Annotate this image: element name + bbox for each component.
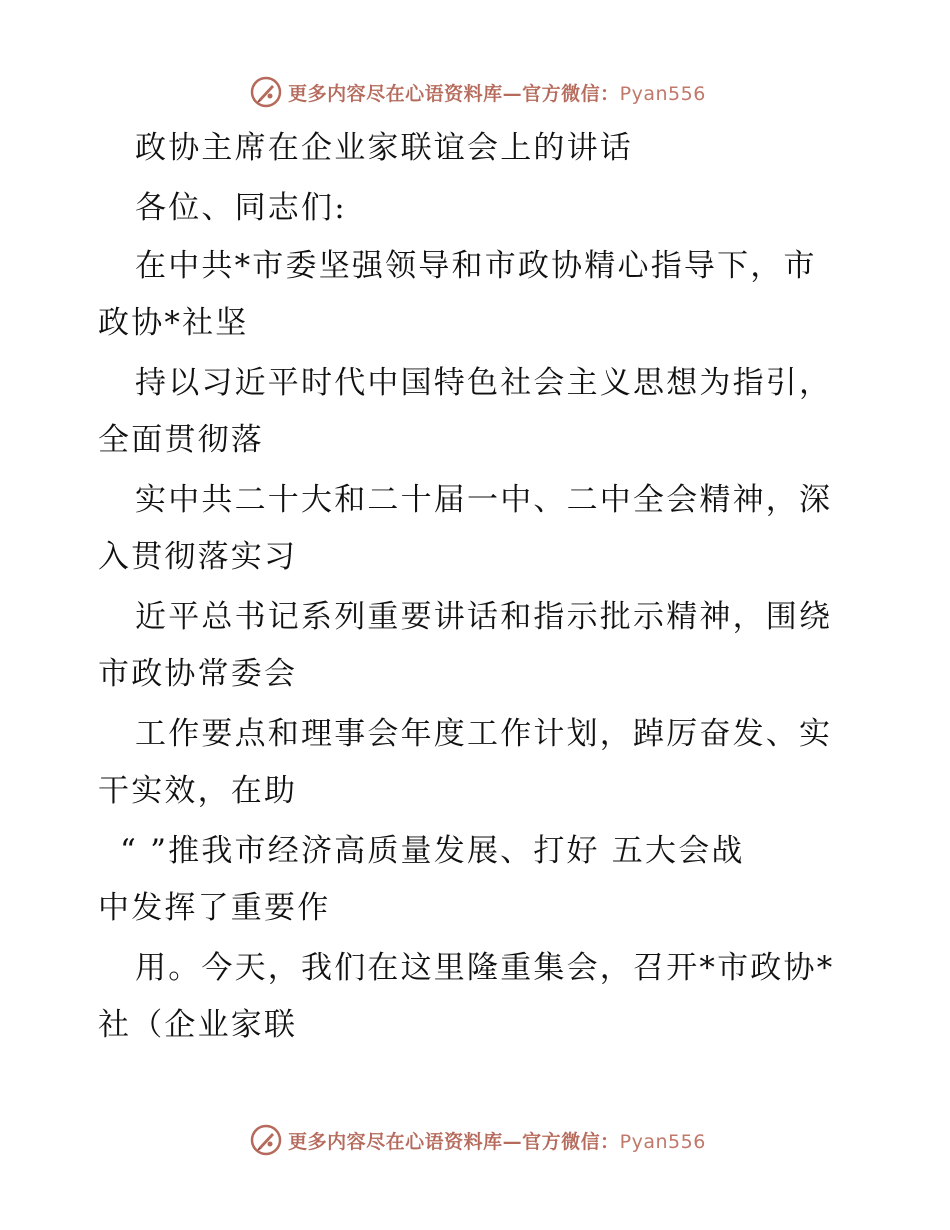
body-line: 市政协常委会 [98,656,298,692]
banner-promo-text: 更多内容尽在心语资料库—官方微信：Pyan556 [288,82,706,105]
wechat-id: Pyan556 [619,82,706,105]
body-line: 在中共*市委坚强领导和市政协精心指导下，市 [135,248,817,284]
body-line: 中发挥了重要作 [98,890,331,926]
body-line: 全面贯彻落 [98,422,264,458]
quill-pen-logo-icon [250,1124,282,1156]
body-line: “ ”推我市经济高质量发展、打好 五大会战 [120,833,745,869]
wechat-id: Pyan556 [619,1130,706,1153]
body-line: 持以习近平时代中国特色社会主义思想为指引， [135,365,833,401]
salutation: 各位、同志们: [135,190,347,226]
header-banner-content [250,76,706,108]
footer-banner [0,1118,950,1162]
body-line: 入贯彻落实习 [98,539,298,575]
banner-promo-text: 更多内容尽在心语资料库—官方微信：Pyan556 [288,1130,706,1153]
quill-pen-logo-icon [250,76,282,108]
body-line: 实中共二十大和二十届一中、二中全会精神，深 [135,482,833,518]
body-line: 干实效，在助 [98,773,298,809]
header-banner [0,70,950,114]
body-line: 工作要点和理事会年度工作计划，踔厉奋发、实 [135,716,833,752]
body-line: 社（企业家联 [98,1007,298,1043]
document-title: 政协主席在企业家联谊会上的讲话 [135,130,633,166]
body-line: 用。今天，我们在这里隆重集会，召开*市政协* [135,950,835,986]
body-line: 政协*社坚 [98,305,249,341]
body-line: 近平总书记系列重要讲话和指示批示精神，围绕 [135,599,833,635]
footer-banner-content [250,1124,706,1156]
